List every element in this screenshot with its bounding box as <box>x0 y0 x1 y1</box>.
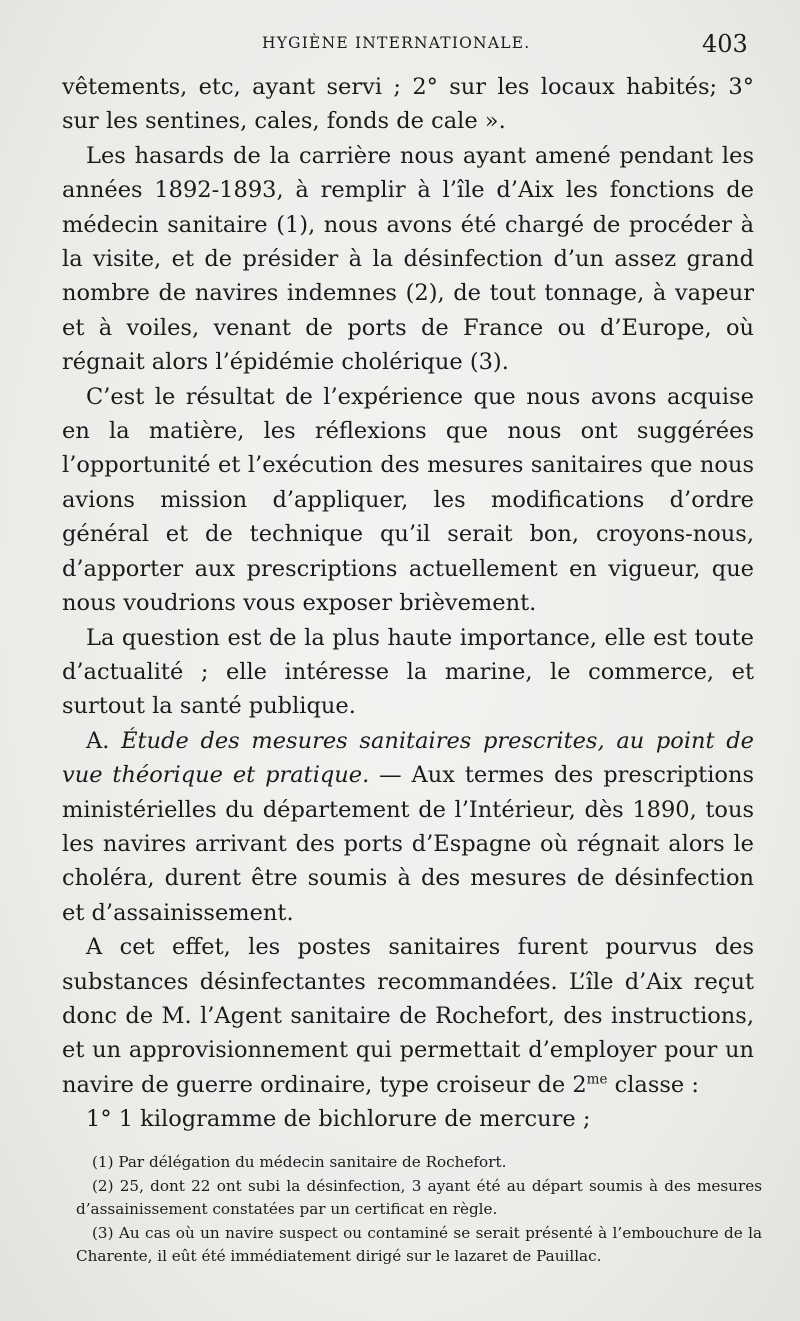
paragraph-3: C’est le résultat de l’expérience que nous avons acquise en la matière, les réflexions que nous ont suggérées l’opportunité et l’exécution des mesures sanitaires que nous avions mission d’appliquer, les modifications d’ordre général et de technique qu’il serait bon, croyons-nous, d’apporter aux prescriptions actuellement en vigueur, que nous voudrions vous exposer brièvement. <box>62 383 754 617</box>
ordinal-suffix: me <box>586 1071 608 1088</box>
footnote-2: (2) 25, dont 22 ont subi la désinfection, 3 ayant été au départ soumis à des mesures d’assainissement constatées par un certificat en règle. <box>76 1176 762 1218</box>
paragraph-5 <box>62 724 754 930</box>
paragraph-4: La question est de la plus haute importance, elle est toute d’actualité ; elle intéresse la marine, le commerce, et surtout la santé publique. <box>62 624 754 720</box>
section-letter: A. <box>86 727 110 754</box>
footnote-1: (1) Par délégation du médecin sanitaire de Rochefort. <box>92 1153 507 1171</box>
paragraph-5-text: — Aux termes des prescriptions ministérielles du département de l’Intérieur, dès 1890, tous les navires arrivant des ports d’Espagne où régnait alors le choléra, durent être soumis à des mesures de désinfection et d’assainissement. <box>62 762 754 926</box>
list-item-1: 1° 1 kilogramme de bichlorure de mercure ; <box>86 1106 591 1133</box>
paragraph-1: vêtements, etc, ayant servi ; 2° sur les locaux habités; 3° sur les sentines, cales, fonds de cale ». <box>62 74 754 135</box>
page-number: 403 <box>702 30 748 58</box>
running-head: HYGIÈNE INTERNATIONALE. <box>262 34 531 52</box>
paragraph-2: Les hasards de la carrière nous ayant amené pendant les années 1892-1893, à remplir à l’île d’Aix les fonctions de médecin sanitaire (1), nous avons été chargé de procéder à la visite, et de présider à la désinfection d’un assez grand nombre de navires indemnes (2), de tout tonnage, à vapeur et à voiles, venant de ports de France ou d’Europe, où régnait alors l’épidémie cholérique (3). <box>62 142 754 376</box>
body-text <box>62 70 754 1137</box>
section-heading: Étude des mesures sanitaires prescrites, au point de vue théorique et pratique. <box>62 727 754 789</box>
footnote-3: (3) Au cas où un navire suspect ou contaminé se serait présenté à l’embouchure de la Charente, il eût été immédiatement dirigé sur le lazaret de Pauillac. <box>76 1223 762 1265</box>
footnotes <box>76 1151 762 1269</box>
paragraph-6 <box>62 930 754 1102</box>
paragraph-6-end: classe : <box>607 1071 699 1098</box>
paragraph-6-text: A cet effet, les postes sanitaires furent pourvus des substances désinfectantes recommandées. L’île d’Aix reçut donc de M. l’Agent sanitaire de Rochefort, des instructions, et un approvisionnement qui permettait d’employer pour un navire de guerre ordinaire, type croiseur de 2 <box>62 934 754 1098</box>
page-header <box>0 30 800 60</box>
